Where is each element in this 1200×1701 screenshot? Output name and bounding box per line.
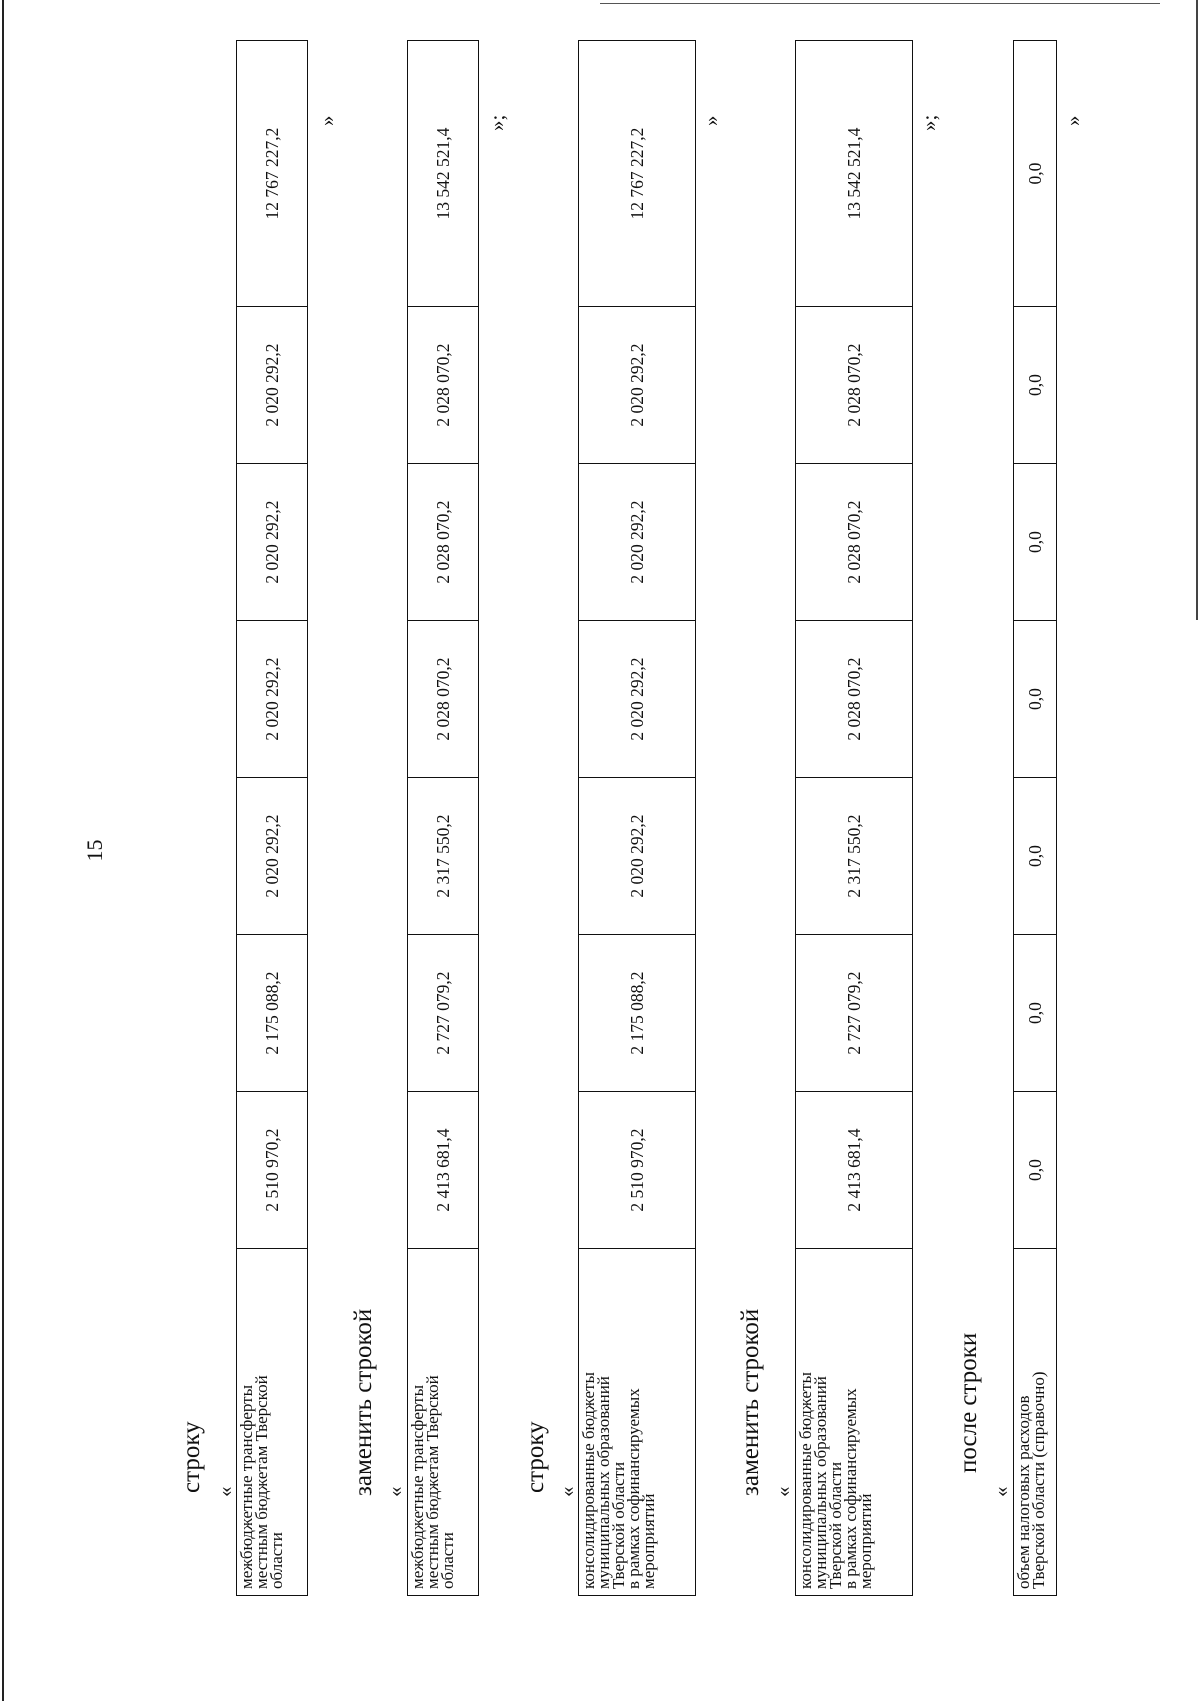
table-row-4 (795, 40, 913, 1596)
block-heading-5: после строки (955, 1332, 982, 1473)
cell-value: 2 020 292,2 (579, 307, 696, 464)
cell-value: 2 175 088,2 (237, 935, 308, 1092)
cell-value: 2 020 292,2 (579, 778, 696, 935)
cell-value: 2 020 292,2 (237, 464, 308, 621)
cell-value: 2 317 550,2 (796, 778, 913, 935)
cell-value: 0,0 (1014, 778, 1057, 935)
cell-value: 2 510 970,2 (579, 1092, 696, 1249)
block-heading-2: заменить строкой (350, 1308, 377, 1496)
row-label-3: консолидированные бюджеты муниципальных образований Тверской области в рамках софинансируемых мероприятий (579, 1249, 696, 1596)
block-open-quote-5: « (989, 1486, 1013, 1497)
block-open-quote-3: « (555, 1486, 579, 1497)
cell-value: 2 028 070,2 (408, 621, 479, 778)
cell-value-total: 13 542 521,4 (796, 41, 913, 307)
cell-value: 2 028 070,2 (408, 307, 479, 464)
cell-value: 2 028 070,2 (796, 621, 913, 778)
block-close-quote-5: » (1061, 115, 1085, 126)
cell-value: 2 028 070,2 (796, 307, 913, 464)
cell-value: 2 175 088,2 (579, 935, 696, 1092)
cell-value: 2 028 070,2 (408, 464, 479, 621)
row-label-2: межбюджетные трансферты местным бюджетам Тверской области (408, 1249, 479, 1596)
cell-value: 2 413 681,4 (408, 1092, 479, 1249)
block-close-quote-4: »; (917, 114, 941, 131)
block-heading-4: заменить строкой (737, 1308, 764, 1496)
cell-value: 2 028 070,2 (796, 464, 913, 621)
cell-value: 2 510 970,2 (237, 1092, 308, 1249)
cell-value: 2 020 292,2 (237, 778, 308, 935)
cell-value: 2 317 550,2 (408, 778, 479, 935)
table-row-1 (236, 40, 308, 1596)
cell-value: 2 727 079,2 (408, 935, 479, 1092)
cell-value: 2 020 292,2 (579, 621, 696, 778)
table-row-3 (578, 40, 696, 1596)
block-open-quote-1: « (213, 1486, 237, 1497)
table-row-5 (1013, 40, 1057, 1596)
cell-value: 0,0 (1014, 1092, 1057, 1249)
cell-value: 2 020 292,2 (237, 621, 308, 778)
cell-value: 2 413 681,4 (796, 1092, 913, 1249)
cell-value: 2 020 292,2 (579, 464, 696, 621)
block-heading-3: строку (522, 1421, 549, 1493)
cell-value: 2 727 079,2 (796, 935, 913, 1092)
block-close-quote-1: » (315, 115, 339, 126)
cell-value-total: 13 542 521,4 (408, 41, 479, 307)
cell-value: 0,0 (1014, 935, 1057, 1092)
cell-value: 0,0 (1014, 307, 1057, 464)
block-heading-1: строку (178, 1421, 205, 1493)
cell-value-total: 12 767 227,2 (579, 41, 696, 307)
block-open-quote-4: « (771, 1486, 795, 1497)
row-label-1: межбюджетные трансферты местным бюджетам Тверской области (237, 1249, 308, 1596)
page-number: 15 (82, 839, 107, 862)
table-row-2 (407, 40, 479, 1596)
row-label-4: консолидированные бюджеты муниципальных образований Тверской области в рамках софинансируемых мероприятий (796, 1249, 913, 1596)
block-close-quote-2: »; (485, 114, 509, 131)
cell-value-total: 12 767 227,2 (237, 41, 308, 307)
cell-value: 0,0 (1014, 621, 1057, 778)
cell-value: 2 020 292,2 (237, 307, 308, 464)
block-close-quote-3: » (699, 115, 723, 126)
cell-value-total: 0,0 (1014, 41, 1057, 307)
cell-value: 0,0 (1014, 464, 1057, 621)
row-label-5: объем налоговых расходов Тверской области (справочно) (1014, 1249, 1057, 1596)
block-open-quote-2: « (383, 1486, 407, 1497)
